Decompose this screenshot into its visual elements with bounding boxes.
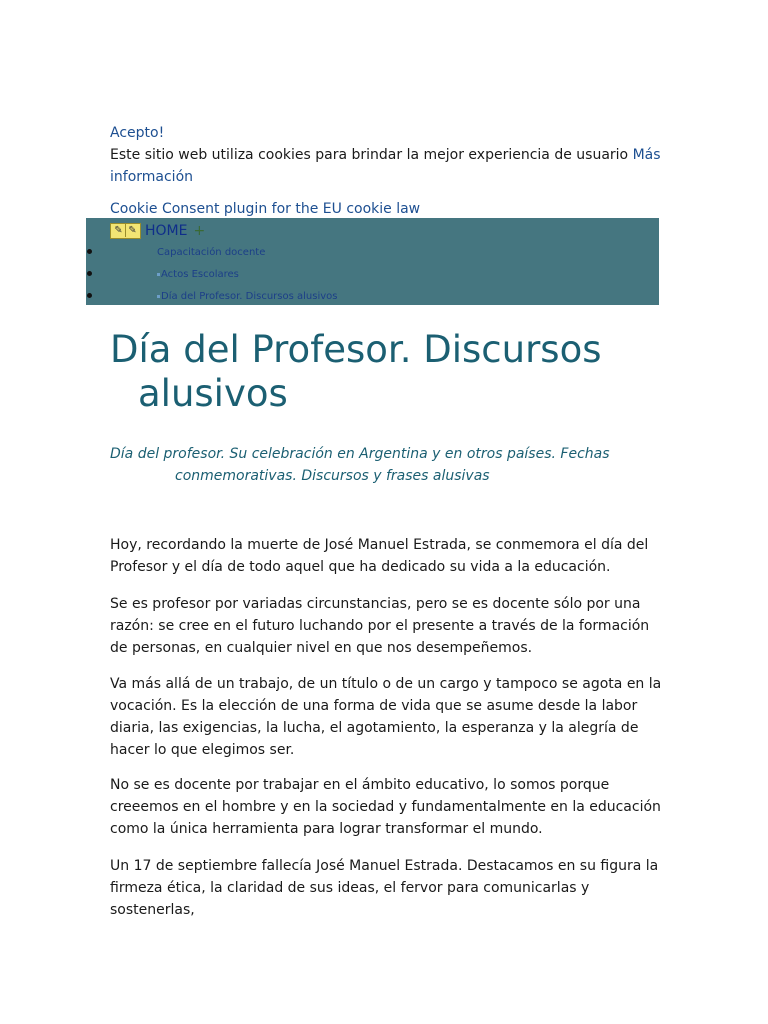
breadcrumb-actos-link[interactable]: Actos Escolares [157,269,239,280]
title-line-2: alusivos [138,372,288,415]
home-link[interactable]: HOME [145,223,188,239]
breadcrumb-item [86,291,659,307]
article-subtitle [110,443,670,487]
cookie-text: Este sitio web utiliza cookies para brindar la mejor experiencia de usuario [110,147,633,163]
small-square-icon [157,273,160,276]
subtitle-line-2: conmemorativas. Discursos y frases alusivas [175,468,490,484]
page-title [110,328,710,416]
broken-image-icon: ✎ [128,225,137,236]
broken-image-icon: ✎ [112,224,126,237]
more-info-link[interactable]: Más información [110,147,661,185]
expand-plus-icon[interactable]: + [193,223,206,239]
paragraph-4: No se es docente por trabajar en el ámbito educativo, lo somos porque creeemos en el hombre y en la sociedad y fundamentalmente en la educación como la única herramienta para lograr transformar el mundo. [110,777,661,837]
accept-cookies-link[interactable]: Acepto! [110,125,165,141]
breadcrumb-item [86,269,659,285]
small-square-icon [157,295,160,298]
subtitle-line-1: Día del profesor. Su celebración en Argentina y en otros países. Fechas [110,446,610,462]
paragraph-3: Va más allá de un trabajo, de un título o de un cargo y tampoco se agota en la vocación. Es la elección de una forma de vida que se asume desde la labor diaria, las exigencias, la lucha, el agotamiento, la esperanza y la alegría de hacer lo que elegimos ser. [110,676,662,758]
toolbar-icons [110,223,141,239]
paragraph-2: Se es profesor por variadas circunstancias, pero se es docente sólo por una razón: se cree en el futuro luchando por el presente a través de la formación de personas, en cualquier nivel en que nos desempeñemos. [110,596,650,656]
home-row [110,221,205,241]
bullet-icon [87,249,92,254]
bullet-icon [87,293,92,298]
breadcrumb-item [86,247,659,263]
cookie-consent-plugin-link[interactable]: Cookie Consent plugin for the EU cookie law [110,201,421,217]
paragraph-1: Hoy, recordando la muerte de José Manuel Estrada, se conmemora el día del Profesor y el día de todo aquel que ha dedicado su vida a la educación. [110,537,649,575]
nav-menu [86,218,659,305]
cookie-notice [110,122,670,217]
paragraph-5: Un 17 de septiembre fallecía José Manuel Estrada. Destacamos en su figura la firmeza ética, la claridad de sus ideas, el fervor para comunicarlas y sostenerlas, [110,858,659,918]
bullet-icon [87,271,92,276]
breadcrumb-dia-profesor-link[interactable]: Día del Profesor. Discursos alusivos [157,291,338,302]
breadcrumb-capacitacion-link[interactable]: Capacitación docente [157,247,266,258]
title-line-1: Día del Profesor. Discursos [110,328,602,371]
